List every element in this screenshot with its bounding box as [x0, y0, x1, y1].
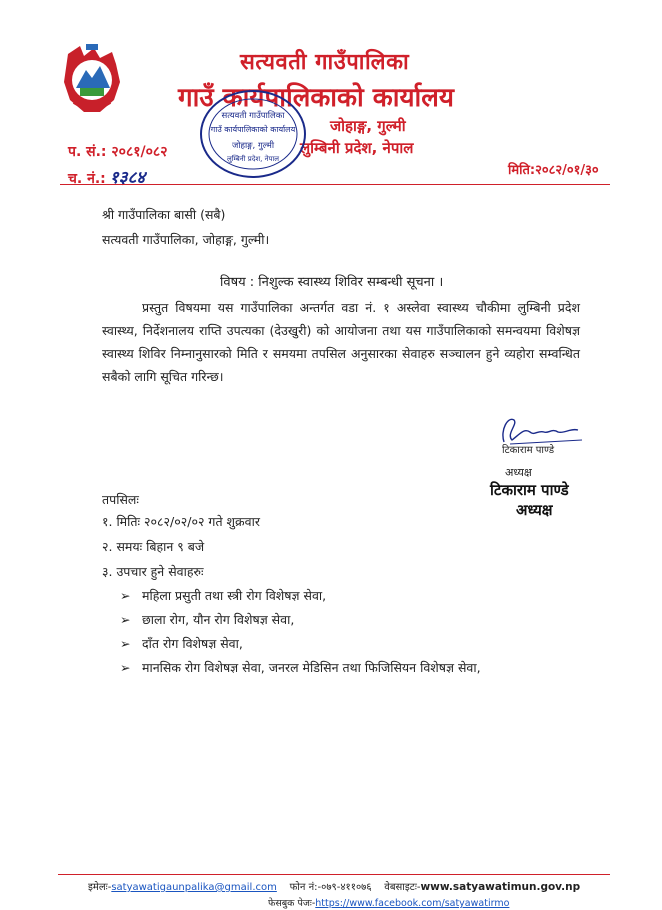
recipient-line-1: श्री गाउँपालिका बासी (सबै) [102, 207, 226, 222]
service-text: महिला प्रसुती तथा स्त्री रोग विशेषज्ञ सेवा, [142, 588, 327, 603]
signature-printed-name: टिकाराम पाण्डे [502, 445, 555, 456]
facebook-label: फेसबुक पेजः- [268, 898, 316, 909]
list-item [120, 587, 326, 604]
email-label: इमेलः- [88, 882, 112, 893]
office-name: गाउँ कार्यपालिकाको कार्यालय [178, 83, 454, 113]
signatory-name: टिकाराम पाण्डे [490, 481, 569, 499]
notice-paragraph: प्रस्तुत विषयमा यस गाउँपालिका अन्तर्गत वडा नं. १ अस्लेवा स्वास्थ्य चौकीमा लुम्बिनी प्रदेश स्वास्थ्य, निर्देशनालय राप्ति उपत्यका (देउखुरी) को आयोजना तथा यस गाउँपालिकाको समन्वयमा विशेषज्ञ स्वास्थ्य शिविर निम्नानुसारको मिति र समयमा तपसिल अनुसारका सेवाहरु सञ्चालन हुने व्यहोरा सम्वन्धित सबैको लागि सूचित गरिन्छ। [102, 300, 580, 384]
office-address-line: जोहाङ्ग, गुल्मी [330, 117, 406, 135]
detail-time: २. समयः बिहान ९ बजे [102, 539, 205, 554]
municipality-name: सत्यवती गाउँपालिका [240, 50, 410, 75]
service-text: दाँत रोग विशेषज्ञ सेवा, [142, 636, 243, 651]
stamp-line-3: जोहाङ्ग, गुल्मी [231, 141, 275, 151]
office-province-line: लुम्बिनी प्रदेश, नेपाल [300, 139, 414, 157]
letter-date: मिति:२०८२/०१/३० [508, 163, 599, 178]
detail-date: १. मितिः २०८२/०२/०२ गते शुक्रवार [102, 514, 260, 529]
service-text: मानसिक रोग विशेषज्ञ सेवा, जनरल मेडिसिन तथा फिजिसियन विशेषज्ञ सेवा, [142, 660, 481, 675]
subject-line: विषय : निशुल्क स्वास्थ्य शिविर सम्बन्धी सूचना । [220, 275, 444, 290]
stamp-line-2: गाउँ कार्यपालिकाको कार्यालय [210, 125, 296, 134]
facebook-link[interactable]: https://www.facebook.com/satyawatirmo [315, 898, 510, 909]
arrow-bullet-icon: ➢ [120, 588, 131, 603]
arrow-bullet-icon: ➢ [120, 660, 131, 675]
service-text: छाला रोग, यौन रोग विशेषज्ञ सेवा, [142, 612, 295, 627]
website-link[interactable]: www.satyawatimun.gov.np [420, 881, 581, 893]
arrow-bullet-icon: ➢ [120, 636, 131, 651]
list-item [120, 635, 243, 652]
list-item [120, 611, 294, 628]
stamp-line-4: लुम्बिनी प्रदेश, नेपाल [226, 155, 280, 163]
nepal-emblem-icon [60, 42, 124, 120]
recipient-line-2: सत्यवती गाउँपालिका, जोहाङ्ग, गुल्मी। [102, 232, 270, 247]
phone-text: फोन नं:-०७९-४११०७६ [289, 882, 372, 893]
detail-services-heading: ३. उपचार हुने सेवाहरुः [102, 564, 204, 579]
website-label: वेबसाइटः- [384, 882, 421, 893]
header-divider [60, 184, 610, 185]
office-stamp [198, 88, 308, 180]
footer-contact [88, 879, 580, 893]
chalani-value: १३८४ [109, 168, 146, 188]
signatory-role-small: अध्यक्ष [505, 466, 532, 479]
stamp-line-1: सत्यवती गाउँपालिका [221, 111, 285, 121]
footer-divider [58, 874, 610, 875]
signatory-role: अध्यक्ष [516, 501, 553, 519]
list-item [120, 659, 481, 676]
arrow-bullet-icon: ➢ [120, 612, 131, 627]
chalani-label: च. नं.: [68, 171, 106, 187]
patra-sankhya: प. सं.: २०८१/०८२ [68, 144, 168, 160]
footer-facebook [268, 896, 509, 909]
email-link[interactable]: satyawatigaunpalika@gmail.com [111, 882, 277, 893]
details-heading: तपसिलः [102, 492, 139, 507]
